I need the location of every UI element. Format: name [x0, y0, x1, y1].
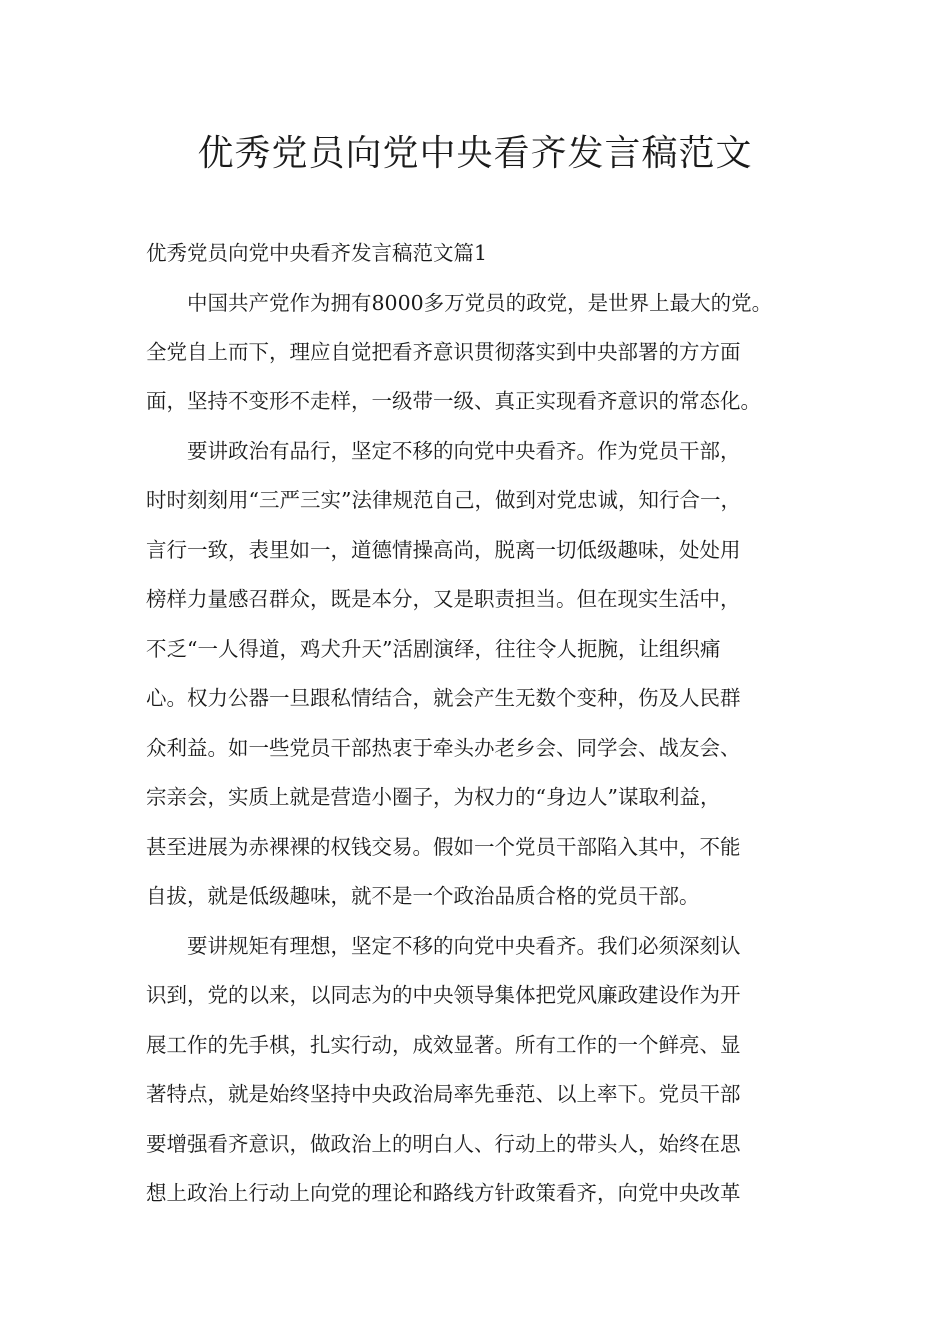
- paragraph-line: 心。权力公器一旦跟私情结合，就会产生无数个变种，伤及人民群: [146, 686, 741, 710]
- paragraph-line: 要增强看齐意识，做政治上的明白人、行动上的带头人，始终在思: [146, 1132, 741, 1156]
- paragraph-line: 想上政治上行动上向党的理论和路线方针政策看齐，向党中央改革: [146, 1181, 741, 1205]
- paragraph-line: 自拔，就是低级趣味，就不是一个政治品质合格的党员干部。: [146, 884, 700, 908]
- paragraph-line: 著特点，就是始终坚持中央政治局率先垂范、以上率下。党员干部: [146, 1082, 741, 1106]
- paragraph-line: 众利益。如一些党员干部热衷于牵头办老乡会、同学会、战友会、: [146, 736, 741, 760]
- paragraph-line: 要讲政治有品行，坚定不移的向党中央看齐。作为党员干部，: [187, 439, 741, 463]
- paragraph-line: 宗亲会，实质上就是营造小圈子，为权力的“身边人”谋取利益，: [146, 785, 721, 809]
- paragraph-line: 时时刻刻用“三严三实”法律规范自己，做到对党忠诚，知行合一，: [146, 488, 741, 512]
- paragraph-line: 要讲规矩有理想，坚定不移的向党中央看齐。我们必须深刻认: [187, 934, 741, 958]
- section-heading: 优秀党员向党中央看齐发言稿范文篇1: [146, 241, 488, 265]
- paragraph-line: 中国共产党作为拥有8000多万党员的政党，是世界上最大的党。: [187, 291, 773, 315]
- paragraph-line: 不乏“一人得道，鸡犬升天”活剧演绎，往往令人扼腕，让组织痛: [146, 637, 721, 661]
- paragraph-line: 面，坚持不变形不走样，一级带一级、真正实现看齐意识的常态化。: [146, 389, 761, 413]
- paragraph-line: 全党自上而下，理应自觉把看齐意识贯彻落实到中央部署的方方面: [146, 340, 741, 364]
- paragraph-line: 言行一致，表里如一，道德情操高尚，脱离一切低级趣味，处处用: [146, 538, 741, 562]
- paragraph-line: 展工作的先手棋，扎实行动，成效显著。所有工作的一个鲜亮、显: [146, 1033, 741, 1057]
- paragraph-line: 榜样力量感召群众，既是本分，又是职责担当。但在现实生活中，: [146, 587, 741, 611]
- paragraph-line: 识到，党的以来，以同志为的中央领导集体把党风廉政建设作为开: [146, 983, 741, 1007]
- paragraph-line: 甚至进展为赤裸裸的权钱交易。假如一个党员干部陷入其中，不能: [146, 835, 741, 859]
- document-title: 优秀党员向党中央看齐发言稿范文: [197, 133, 753, 174]
